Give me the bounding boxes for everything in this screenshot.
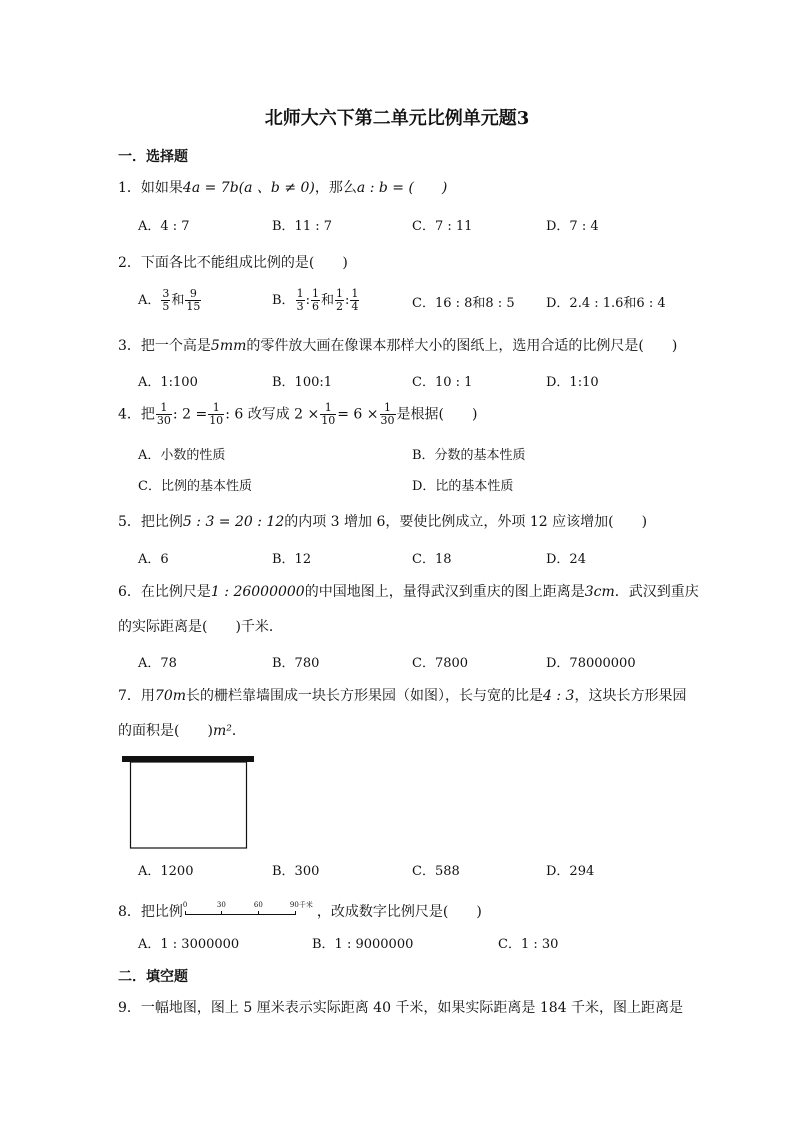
q1-option-d: D．7 : 4 [546,219,599,234]
q4-option-b: B．分数的基本性质 [412,448,526,463]
q7-option-b: B．300 [272,864,320,879]
fraction: $\frac{1}{2}$ [335,287,343,313]
q1-option-a: A．4 : 7 [138,219,190,234]
fraction: $\frac{1}{3}$ [296,287,304,313]
orchard-figure [122,752,256,854]
section-heading-fill: 二．填空题 [118,969,188,985]
q7-option-d: D．294 [546,864,595,879]
fraction: $\frac{1}{4}$ [351,287,359,313]
question-6-line-1: 6．在比例尺是1 : 26000000的中国地图上，量得武汉到重庆的图上距离是3cm．武汉到重庆 [118,584,699,600]
q4-option-c: C．比例的基本性质 [138,479,252,494]
section-heading-choice: 一．选择题 [118,149,188,165]
q2-option-b: B． $\frac{1}{3}$ : $\frac{1}{6}$ 和 $\frac{1}{2}$ : $\frac{1}{4}$ [272,287,359,313]
q4-option-a: A．小数的性质 [138,448,226,463]
q3-option-d: D．1:10 [546,375,599,390]
fraction: $\frac{9}{15}$ [186,287,201,313]
question-9: 9．一幅地图，图上 5 厘米表示实际距离 40 千米，如果实际距离是 184 千米，图上距离是 [118,1000,684,1016]
fraction: $\frac{1}{30}$ [380,401,395,427]
fraction: $\frac{1}{30}$ [156,401,171,427]
q6-option-c: C．7800 [412,656,469,671]
fraction: $\frac{1}{6}$ [311,287,319,313]
q3-option-b: B．100:1 [272,375,333,390]
q7-option-c: C．588 [412,864,460,879]
q8-option-c: C．1 : 30 [498,937,559,952]
question-1: 1．如如果4a = 7b(a 、b ≠ 0)，那么a : b = ( ) [118,180,448,196]
q6-option-a: A．78 [138,656,177,671]
scale-tick-label: 90千米 [289,901,313,909]
q1-option-b: B．11 : 7 [272,219,333,234]
q1-option-c: C．7 : 11 [412,219,473,234]
q6-option-d: D．78000000 [546,656,636,671]
page-title: 北师大六下第二单元比例单元题3 [264,108,530,129]
question-4: 4．把 $\frac{1}{30}$ : 2 = $\frac{1}{10}$ : 6 改写成 2 × $\frac{1}{10}$ = 6 × $\frac{1}{30}$ 是根据( ) [118,401,478,427]
fraction: $\frac{1}{10}$ [209,401,224,427]
question-6-line-2: 的实际距离是( )千米． [118,619,283,635]
fraction: $\frac{1}{10}$ [321,401,336,427]
q5-option-c: C．18 [412,552,452,567]
scale-tick-label: 60 [253,901,263,909]
q4-option-d: D．比的基本性质 [412,479,514,494]
q5-option-d: D．24 [546,552,586,567]
question-7-line-1: 7．用70m长的栅栏靠墙围成一块长方形果园（如图），长与宽的比是4 : 3，这块长方形果园 [118,688,687,704]
q2-option-c: C．16 : 8和8 : 5 [412,296,515,311]
q3-option-a: A．1:100 [138,375,198,390]
q3-option-c: C．10 : 1 [412,375,473,390]
q8-option-b: B．1 : 9000000 [312,937,414,952]
wall [122,756,254,762]
q2-option-d: D．2.4 : 1.6和6 : 4 [546,296,666,311]
q5-option-b: B．12 [272,552,312,567]
question-7-line-2: 的面积是( )m²． [118,723,246,739]
q8-option-a: A．1 : 3000000 [138,937,240,952]
q6-option-b: B．780 [272,656,320,671]
orchard-fence [131,762,247,848]
scale-tick-label: 0 [182,901,188,909]
fraction: $\frac{3}{5}$ [162,287,170,313]
q2-option-a: A． $\frac{3}{5}$ 和 $\frac{9}{15}$ [138,287,201,313]
q5-option-a: A．6 [138,552,169,567]
question-8: 8．把比例 0 30 60 90千米 ，改成数字比例尺是( ) [118,901,482,920]
question-3: 3．把一个高是5mm的零件放大画在像课本那样大小的图纸上，选用合适的比例尺是( ) [118,338,678,354]
line-scale [183,903,317,921]
scale-tick-label: 30 [216,901,226,909]
question-5: 5．把比例5 : 3 = 20 : 12的内项 3 增加 6，要使比例成立，外项 12 应该增加( ) [118,514,648,530]
q7-option-a: A．1200 [138,864,194,879]
question-2: 2．下面各比不能组成比例的是( ) [118,255,348,271]
